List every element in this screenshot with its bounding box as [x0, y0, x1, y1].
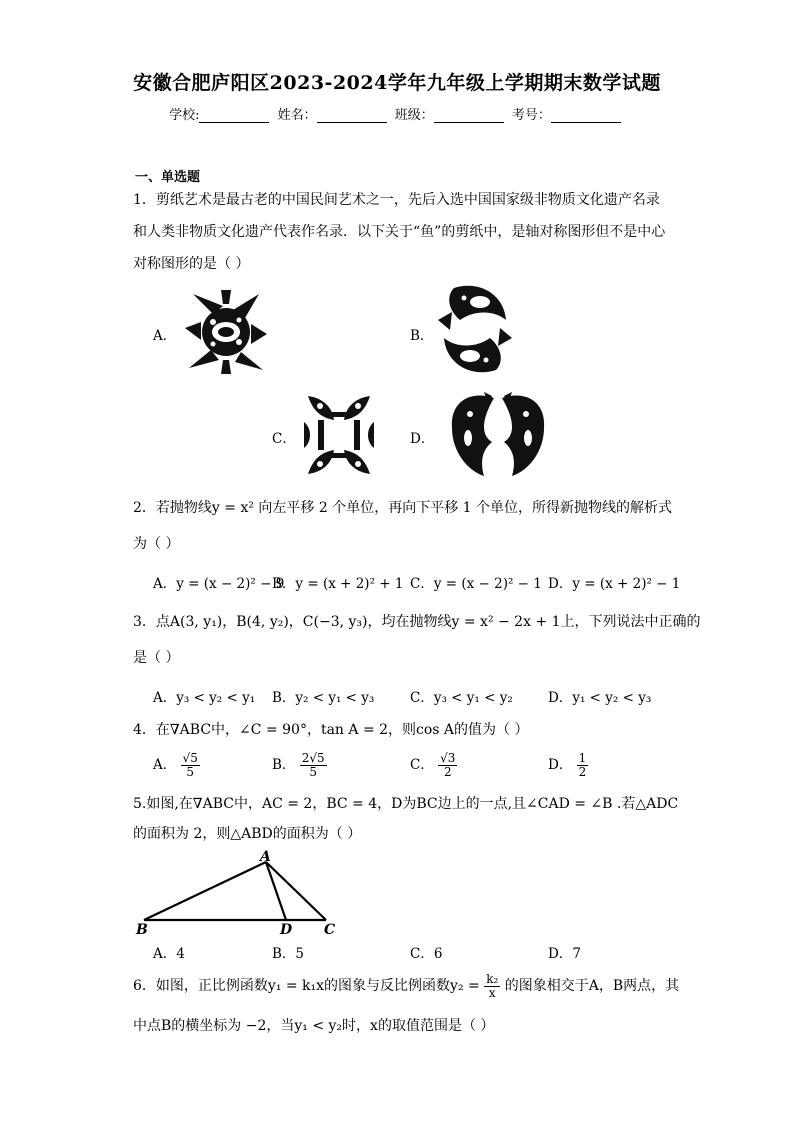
q2-option-d: D．y = (x + 2)² − 1	[548, 576, 681, 592]
q2-line1: 2．若抛物线y = x² 向左平移 2 个单位，再向下平移 1 个单位，所得新抛物线的解析式	[133, 500, 673, 516]
q3-option-d: D．y₁ < y₂ < y₃	[548, 690, 652, 706]
q4-option-a-denominator: 5	[186, 765, 194, 779]
q4-option-b-fraction	[300, 752, 327, 779]
paper-cut-fish-b	[434, 280, 516, 378]
vertex-a-label: A	[260, 849, 271, 865]
q6-line1-start: 6．如图，正比例函数y₁ = k₁x的图象与反比例函数y₂ =	[133, 978, 480, 994]
q4-line1: 4．在∇ABC中，∠C = 90°，tan A = 2，则cos A的值为（ ）	[133, 722, 529, 738]
q1-option-b-label: B．	[410, 328, 434, 344]
q4-option-a-label: A．	[153, 757, 177, 773]
q5-option-c: C．6	[410, 946, 443, 962]
q6-line1	[133, 970, 679, 1003]
q2-option-b: B．y = (x + 2)² + 1	[272, 576, 404, 592]
q4-option-c-label: C．	[410, 757, 434, 773]
paper-cut-fish-d	[440, 392, 556, 478]
q3-line1: 3．点A(3, y₁)，B(4, y₂)，C(−3, y₃)，均在抛物线y = x² − 2x + 1上，下列说法中正确的	[133, 614, 701, 630]
q6-fraction-numerator: k₂	[486, 971, 499, 986]
vertex-c-label: C	[324, 922, 336, 938]
side-ab	[144, 862, 266, 920]
school-label: 学校:	[169, 108, 200, 123]
q6-line2: 中点B的横坐标为 −2，当y₁ < y₂时，x的取值范围是（ ）	[133, 1018, 495, 1034]
q1-line1: 1．剪纸艺术是最古老的中国民间艺术之一，先后入选中国国家级非物质文化遗产名录	[133, 192, 660, 208]
name-blank[interactable]	[317, 110, 387, 123]
q4-option-c	[410, 752, 457, 779]
q2-line2: 为（ ）	[133, 536, 180, 552]
q5-line2: 的面积为 2，则△ABD的面积为（ ）	[133, 826, 362, 842]
q6-fraction	[484, 973, 500, 1000]
paper-cut-fish-a	[183, 288, 269, 376]
q4-option-c-denominator: 2	[443, 765, 452, 779]
name-label: 姓名：	[277, 108, 317, 123]
q4-option-d-denominator: 2	[578, 765, 587, 779]
q4-option-d-fraction	[577, 752, 589, 779]
q2-option-a: A．y = (x − 2)² − 9	[153, 576, 285, 592]
q4-option-d	[548, 752, 588, 779]
vertex-d-label: D	[280, 922, 293, 938]
q4-option-a	[153, 752, 200, 779]
q2-option-c: C．y = (x − 2)² − 1	[410, 576, 542, 592]
q4-option-d-label: D．	[548, 757, 573, 773]
q4-option-a-fraction	[181, 752, 200, 779]
q5-line1: 5.如图,在∇ABC中，AC = 2，BC = 4，D为BC边上的一点,且∠CAD = ∠B .若△ADC	[133, 796, 679, 812]
number-blank[interactable]	[551, 110, 621, 123]
q3-option-a: A．y₃ < y₂ < y₁	[153, 690, 256, 706]
q4-option-b	[272, 752, 327, 779]
section-heading: 一、单选题	[135, 170, 201, 185]
page-title: 安徽合肥庐阳区2023-2024学年九年级上学期期末数学试题	[133, 72, 661, 94]
q4-option-c-numerator: √3	[440, 751, 456, 765]
q4-option-d-numerator: 1	[578, 751, 587, 765]
q1-option-a-label: A．	[153, 328, 177, 344]
triangle-figure	[132, 848, 346, 938]
q5-option-d: D．7	[548, 946, 581, 962]
q3-option-b: B．y₂ < y₁ < y₃	[272, 690, 375, 706]
q4-option-b-denominator: 5	[309, 765, 317, 779]
q6-line1-end: 的图象相交于A，B两点，其	[504, 978, 680, 994]
paper-cut-fish-c	[302, 392, 376, 478]
q1-option-c-label: C．	[272, 431, 296, 447]
q6-fraction-denominator: x	[488, 985, 496, 1000]
q5-option-a: A．4	[153, 946, 185, 962]
class-label: 班级：	[394, 108, 434, 123]
q1-option-d-label: D．	[410, 431, 435, 447]
q4-option-b-numerator: 2√5	[301, 751, 325, 765]
q4-option-a-numerator: √5	[182, 751, 198, 765]
q5-option-b: B．5	[272, 946, 305, 962]
number-label: 考号：	[511, 108, 551, 123]
q4-option-c-fraction	[438, 752, 457, 779]
school-blank[interactable]	[199, 110, 269, 123]
vertex-b-label: B	[136, 922, 148, 938]
q1-line3: 对称图形的是（ ）	[133, 256, 250, 272]
student-info-line	[0, 104, 794, 123]
q1-line2: 和人类非物质文化遗产代表作名录．以下关于“鱼”的剪纸中，是轴对称图形但不是中心	[133, 224, 666, 240]
q3-option-c: C．y₃ < y₁ < y₂	[410, 690, 513, 706]
q3-line2: 是（ ）	[133, 650, 180, 666]
q4-option-b-label: B．	[272, 757, 296, 773]
class-blank[interactable]	[434, 110, 504, 123]
